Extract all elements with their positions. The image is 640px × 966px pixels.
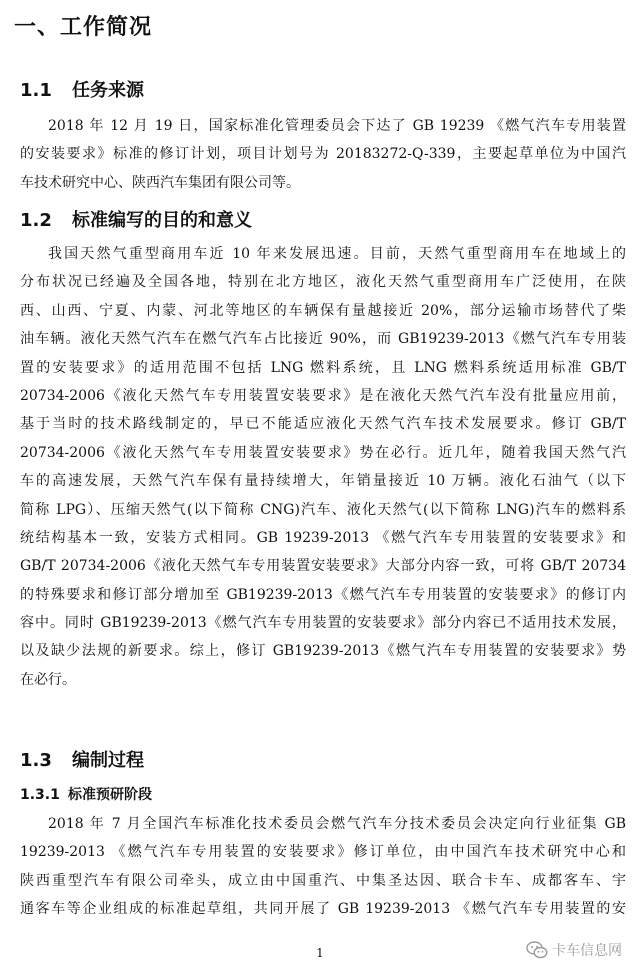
- text-line: GB/T 20734-2006《液化天然气车专用装置安装要求》大部分内容一致，可将 GB/T 20734: [20, 558, 626, 575]
- paragraph-task-source: [20, 112, 626, 197]
- subsection-number: 1.3.1: [20, 787, 60, 803]
- section-title: 标准编写的目的和意义: [72, 210, 252, 231]
- section-title: 任务来源: [72, 80, 144, 101]
- section-heading-process: [20, 746, 144, 772]
- text-line: 油车辆。液化天然气汽车在燃气汽车占比接近 90%，而 GB19239-2013《燃气汽车专用装: [20, 331, 626, 348]
- text-line: 分布状况已经遍及全国各地，特别在北方地区，液化天然气重型商用车广泛使用，在陕: [20, 274, 626, 291]
- subsection-title: 标准预研阶段: [68, 787, 152, 803]
- text-line: 19239-2013 《燃气汽车专用装置的安装要求》修订单位，由中国汽车技术研究中心和: [20, 844, 626, 861]
- text-line: 基于当时的技术路线制定的，早已不能适应液化天然气汽车技术发展要求。修订 GB/T: [20, 416, 626, 433]
- text-line: 陕西重型汽车有限公司牵头，成立由中国重汽、中集圣达因、联合卡车、成都客车、宇: [20, 872, 626, 889]
- subsection-heading-preresearch: [20, 784, 152, 804]
- text-line: 20734-2006《液化天然气车专用装置安装要求》是在液化天然气汽车没有批量应用前，: [20, 387, 626, 404]
- text-line: 在必行。: [20, 671, 76, 688]
- section-title: 编制过程: [72, 750, 144, 771]
- text-line: 统结构基本一致，安装方式相同。GB 19239-2013 《燃气汽车专用装置的安装要求》和: [20, 529, 626, 546]
- text-line: 的安装要求》标准的修订计划，项目计划号为 20183272-Q-339，主要起草单位为中国汽: [20, 146, 626, 163]
- text-line: 简称 LPG）、压缩天然气(以下简称 CNG)汽车、液化天然气(以下简称 LNG)汽车的燃料系: [20, 501, 626, 518]
- text-line: 容中。同时 GB19239-2013《燃气汽车专用装置的安装要求》部分内容已不适用技术发展，: [20, 615, 626, 632]
- text-line: 西、山西、宁夏、内蒙、河北等地区的车辆保有量越接近 20%，部分运输市场替代了柴: [20, 302, 626, 319]
- watermark-text: 卡车信息网: [552, 943, 622, 959]
- paragraph-purpose: [20, 240, 626, 694]
- section-number: 1.3: [20, 750, 52, 771]
- text-line: 置的安装要求》的适用范围不包括 LNG 燃料系统，且 LNG 燃料系统适用标准 GB/T: [20, 359, 626, 376]
- text-line: 通客车等企业组成的标准起草组，共同开展了 GB 19239-2013 《燃气汽车专用装置的安: [20, 901, 626, 918]
- text-line: 20734-2006《液化天然气车专用装置安装要求》势在必行。近几年，随着我国天然气汽: [20, 444, 626, 461]
- text-line: 我国天然气重型商用车近 10 年来发展迅速。目前，天然气重型商用车在地域上的: [48, 246, 626, 262]
- text-line: 车技术研究中心、陕西汽车集团有限公司等。: [20, 174, 300, 191]
- watermark: [526, 940, 622, 960]
- section-number: 1.2: [20, 210, 52, 231]
- text-line: 的特殊要求和修订部分增加至 GB19239-2013《燃气汽车专用装置的安装要求》的修订内: [20, 586, 626, 603]
- section-heading-task-source: [20, 76, 144, 102]
- text-line: 2018 年 12 月 19 日，国家标准化管理委员会下达了 GB 19239 《燃气汽车专用装置: [48, 118, 626, 134]
- page-number: 1: [316, 946, 324, 960]
- wechat-icon: [526, 941, 548, 959]
- text-line: 2018 年 7 月全国汽车标准化技术委员会燃气汽车分技术委员会决定向行业征集 GB: [48, 816, 626, 832]
- section-number: 1.1: [20, 80, 52, 101]
- text-line: 车的高速发展，天然气汽车保有量持续增大，年销量接近 10 万辆。液化石油气（以下: [20, 473, 626, 490]
- paragraph-preresearch: [20, 810, 626, 924]
- section-heading-purpose: [20, 206, 252, 232]
- text-line: 以及缺少法规的新要求。综上，修订 GB19239-2013《燃气汽车专用装置的安装要求》势: [20, 643, 626, 660]
- chapter-heading: 一、工作简况: [14, 15, 153, 40]
